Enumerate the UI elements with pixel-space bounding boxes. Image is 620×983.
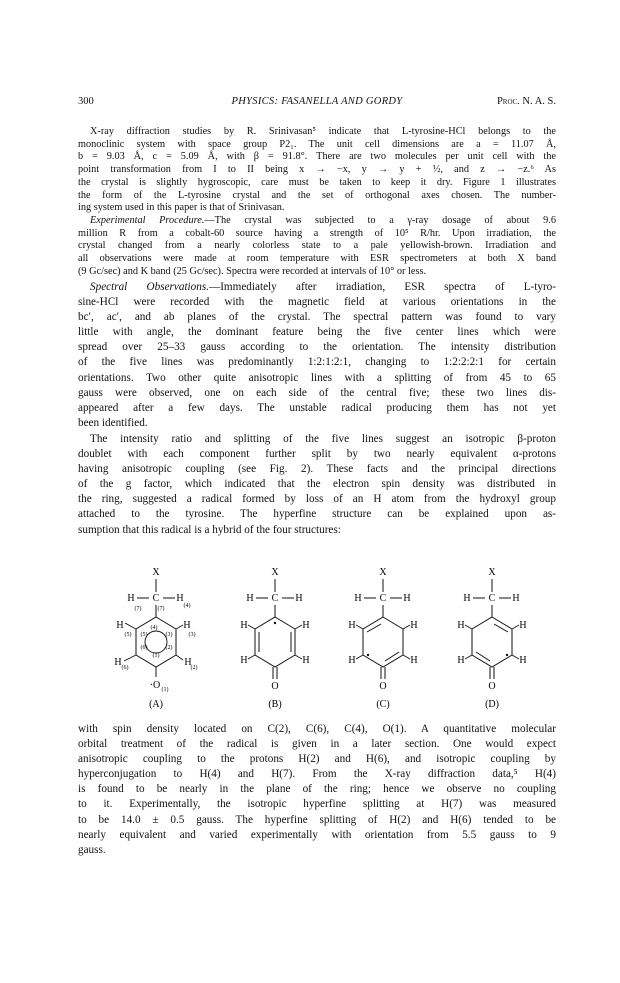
atom-label: H [240,655,248,666]
atom-number: (6) [121,665,129,671]
atom-label: C [488,593,496,604]
text-line: nearly equivalent and varied experimentally with orientation from 5.5 gauss to 9 [78,828,556,841]
atom-label: X [379,567,387,578]
text-line: is found to be nearly in the plane of the ring; hence we observe no coupling [78,783,556,796]
atom-label: C [152,593,160,604]
text-line: to it. Experimentally, the isotropic hyperfine splitting at H(7) was measured [78,798,556,811]
text-fragment: —The crystal was subjected to a γ-ray dosage of about 9.6 [204,215,556,226]
text-line: spread over 25–33 gauss according to the orientation. The intensity distribution [78,341,556,354]
text-fragment: —Immediately after irradiation, ESR spectra of L-tyro- [209,281,556,293]
atom-number: (2) [190,665,198,671]
structure-d [457,567,526,710]
paragraph-radical [78,432,556,538]
atom-number: (1) [161,687,169,693]
text-line: X-ray diffraction studies by R. Srinivasan⁵ indicate that L-tyrosine-HCl belongs to the [90,126,556,137]
atom-number: (5) [140,632,148,638]
structure-b [240,567,309,710]
structure-label-c: (C) [376,699,390,710]
text-line: appeared after a few days. The unstable radical producing them has not yet [78,401,556,414]
atom-label: ·O [149,680,161,691]
text-line: little with angle, the dominant feature being the five center lines which were [78,326,556,339]
atom-label: O [488,681,496,692]
atom-label: C [271,593,279,604]
text-line: point transformation from I to II being x → −x, y → y + ½, and z → −z.⁶ As [78,164,556,176]
structure-label-a: (A) [149,699,163,710]
atom-label: H [176,593,184,604]
atom-label: X [271,567,279,578]
text-line: doublet with each component further split by two nearly equivalent α-protons [78,448,556,461]
text-line: of the g factor, which indicated that the electron spin density was distributed in [78,478,556,491]
atom-number: (6) [140,645,148,651]
resonance-structures-figure [78,565,556,715]
atom-label: H [463,593,471,604]
structure-label-d: (D) [485,699,499,710]
section-heading-experimental: Experimental Procedure. [90,215,205,226]
text-line: sine-HCl were recorded with the magnetic field at various orientations in the [78,296,556,309]
atom-label: O [271,681,279,692]
page-number: 300 [78,96,94,107]
paragraph-experimental [78,215,556,279]
text-line [78,280,556,295]
section-heading-spectral: Spectral Observations. [90,281,210,293]
atom-label: H [512,593,520,604]
paragraph-spin-density [78,722,556,858]
text-line: all observations were made at room temperature with ESR spectrometers at both X band [78,253,556,265]
atom-number: (7) [157,606,165,612]
atom-label: H [403,593,411,604]
text-line: the ring, suggested a radical formed by loss of an H atom from the hydroxyl group [78,493,556,506]
text-line: gauss were observed, one on each side of the central five; these two lines dis- [78,386,556,399]
text-line: The intensity ratio and splitting of the five lines suggest an isotropic β-proton [90,433,556,445]
atom-label: H [457,655,465,666]
text-line: the crystal is slightly hygroscopic, care must be taken to keep it dry. Figure 1 illustrates [78,176,556,188]
text-line: hyperconjugation to H(4) and H(7). From the X-ray diffraction data,⁵ H(4) [78,768,556,781]
structures-svg [78,565,556,715]
text-line: gauss. [78,843,106,856]
atom-label: H [519,655,527,666]
atom-label: X [488,567,496,578]
text-line: of the five lines was predominantly 1:2:1:2:1, changing to 1:2:2:2:1 for certain [78,356,556,369]
atom-label: O [379,681,387,692]
atom-label: X [152,567,160,578]
text-line: anisotropic coupling to the protons H(2) and H(6), and isotropic coupling by [78,753,556,766]
text-line: b = 9.03 Å, c = 5.09 Å, with β = 91.8°. There are two molecules per unit cell with the [78,151,556,163]
text-line: with spin density located on C(2), C(6), C(4), O(1). A quantitative molecular [78,723,556,735]
paragraph-spectral [78,280,556,431]
text-line: million R from a cobalt-60 source having a strength of 10⁵ R/hr. Upon irradiation, the [78,227,556,239]
atom-label: H [410,655,418,666]
text-line: sumption that this radical is a hybrid of the four structures: [78,523,341,536]
atom-label: C [379,593,387,604]
atom-label: H [114,657,122,668]
running-header [78,96,556,110]
text-line: monoclinic system with space group P2₁. The unit cell dimensions are a = 11.07 Å, [78,138,556,150]
text-line: the form of the L-tyrosine crystal and the set of orthogonal axes chosen. The number- [78,189,556,201]
atom-number: (3) [165,632,173,638]
text-line: crystal changed from a nearly colorless state to a pale yellowish-brown. Irradiation and [78,240,556,252]
atom-label: H [184,657,192,668]
text-line: attached to the tyrosine. The hyperfine structure can be explained upon as- [78,508,556,521]
atom-label: H [302,620,310,631]
atom-number: (7) [134,606,142,612]
atom-number: (4) [183,603,191,609]
structure-c [348,567,417,710]
text-line: orientations. Two other quite anisotropic lines with a splitting of from 45 to 65 [78,371,556,384]
structure-label-b: (B) [268,699,282,710]
text-line: to be 14.0 ± 0.5 gauss. The hyperfine splitting of H(2) and H(6) tended to be [78,813,556,826]
atom-label: H [348,620,356,631]
text-line: having anisotropic coupling (see Fig. 2). These facts and the principal directions [78,463,556,476]
text-line: been identified. [78,416,148,429]
atom-label: H [127,593,135,604]
atom-number: (3) [188,632,196,638]
atom-number: (4) [150,625,158,631]
atom-label: H [246,593,254,604]
structure-a [114,567,197,710]
text-line [78,215,556,228]
atom-label: H [410,620,418,631]
atom-label: H [116,620,124,631]
text-line: orbital treatment of the radical is given in a later section. One would expect [78,738,556,751]
atom-label: H [348,655,356,666]
journal-name: Proc. N. A. S. [496,96,556,107]
atom-label: H [240,620,248,631]
atom-label: H [302,655,310,666]
paragraph-xray [78,126,556,215]
atom-label: H [457,620,465,631]
atom-number: (5) [124,632,132,638]
text-line: (9 Gc/sec) and K band (25 Gc/sec). Spectra were recorded at intervals of 10° or less. [78,265,427,277]
atom-label: H [295,593,303,604]
text-line: ing system used in this paper is that of Srinivasan. [78,202,285,214]
atom-number: (1) [152,653,160,659]
running-title: PHYSICS: FASANELLA AND GORDY [231,96,403,107]
atom-label: H [354,593,362,604]
atom-number: (2) [165,645,173,651]
atom-label: H [519,620,527,631]
text-line: bc′, ac′, and ab planes of the crystal. The spectral pattern was found to vary [78,311,556,324]
atom-label: H [183,620,191,631]
